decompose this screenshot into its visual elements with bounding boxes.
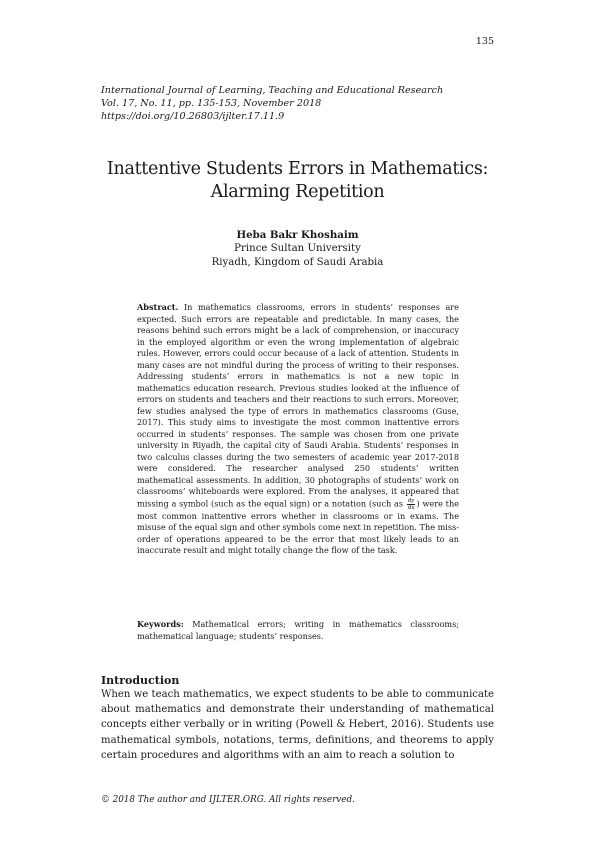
paper-title-line-2: Alarming Repetition (210, 182, 385, 202)
abstract-label: Abstract. (137, 302, 179, 312)
keywords-text: Mathematical errors; writing in mathematics classrooms; mathematical language; students’ responses. (137, 619, 459, 641)
keywords-label: Keywords: (137, 619, 184, 629)
paper-title-line-1: Inattentive Students Errors in Mathematics: (106, 159, 489, 179)
fraction-denominator: dx (407, 504, 415, 511)
journal-header (101, 84, 443, 124)
journal-name: International Journal of Learning, Teaching and Educational Research (101, 85, 444, 96)
author-affiliation: Prince Sultan University (234, 243, 361, 254)
journal-doi[interactable]: https://doi.org/10.26803/ijlter.17.11.9 (101, 111, 285, 123)
author-name: Heba Bakr Khoshaim (236, 229, 359, 241)
abstract-text-part-2: ) were the most common inattentive errors whether in classrooms or in exams. The misuse of the equal sign and other symbols come next in repetition. The miss-order of operations appeared to be the error that most likely leads to an inaccurate result and might totally change the flow of the task. (137, 498, 459, 555)
introduction-heading: Introduction (101, 674, 180, 687)
journal-volume-info: Vol. 17, No. 11, pp. 135-153, November 2018 (101, 98, 322, 110)
keywords (137, 619, 459, 642)
dy-dx-fraction (407, 498, 416, 511)
copyright-footer: © 2018 The author and IJLTER.ORG. All rights reserved. (101, 795, 355, 805)
abstract-text-part-1: In mathematics classrooms, errors in students’ responses are expected. Such errors are repeatable and predictable. In many cases, the reasons behind such errors might be a lack of comprehension, or inaccuracy in the employed algorithm or even the wrong implementation of algebraic rules. However, errors could occur because of a lack of attention. Students in many cases are not mindful during the process of writing to their responses. Addressing students’ errors in mathematics is not a new topic in mathematics education research. Previous studies looked at the influence of errors on students and teachers and their reactions to such errors. Moreover, few studies analysed the type of errors in mathematics classrooms (Guse, 2017). This study aims to investigate the most common inattentive errors occurred in students’ responses. The sample was chosen from one private university in Riyadh, the capital city of Saudi Arabia. Students’ responses in two calculus classes during the two semesters of academic year 2017-2018 were considered. The researcher analysed 250 students’ written mathematical assessments. In addition, 30 photographs of students’ work on classrooms’ whiteboards were explored. From the analyses, it appeared that missing a symbol (such as the equal sign) or a notation (such as (137, 302, 459, 508)
author-location: Riyadh, Kingdom of Saudi Arabia (211, 257, 384, 268)
paper-title (60, 158, 535, 204)
page-number: 135 (475, 36, 494, 47)
abstract (137, 302, 459, 557)
fraction-numerator: dy (407, 497, 415, 504)
introduction-text: When we teach mathematics, we expect students to be able to communicate about mathematics and demonstrate their understanding of mathematical concepts either verbally or in writing (Powell & Hebert, 2016). Students use mathematical symbols, notations, terms, definitions, and theorems to apply certain procedures and algorithms with an aim to reach a solution to (101, 689, 494, 761)
author-block (100, 228, 495, 270)
